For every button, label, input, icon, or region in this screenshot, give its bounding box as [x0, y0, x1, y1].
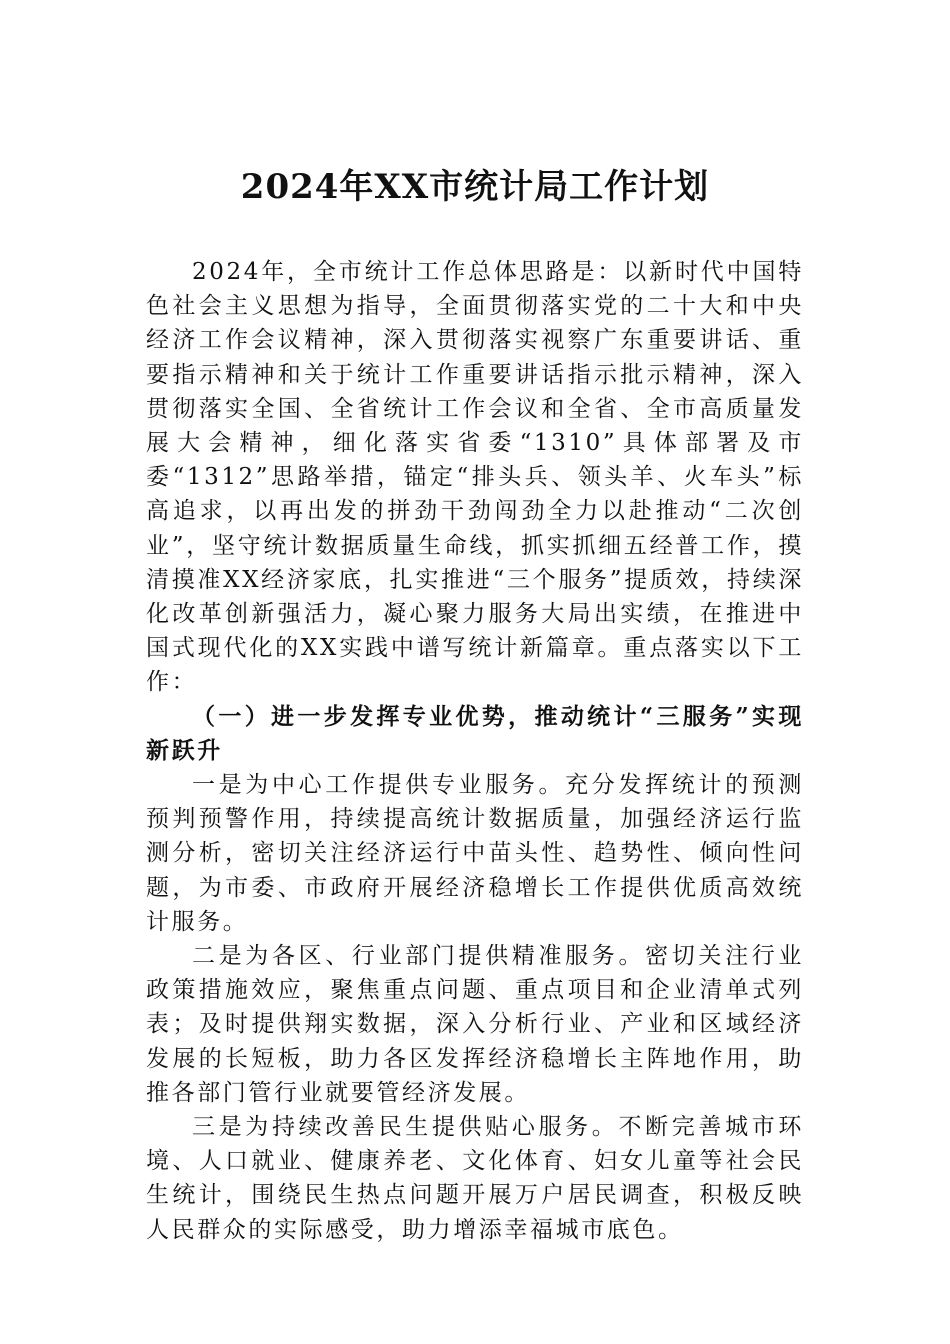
- item-paragraph-3: 三是为持续改善民生提供贴心服务。不断完善城市环境、人口就业、健康养老、文化体育、妇女儿童等社会民生统计，围绕民生热点问题开展万户居民调查，积极反映人民群众的实际感受，助力增添幸福城市底色。: [146, 1114, 804, 1243]
- section-heading-1: （一）进一步发挥专业优势，推动统计“三服务”实现新跃升: [146, 702, 804, 764]
- intro-paragraph: 2024年，全市统计工作总体思路是：以新时代中国特色社会主义思想为指导，全面贯彻落实党的二十大和中央经济工作会议精神，深入贯彻落实视察广东重要讲话、重要指示精神和关于统计工作重要讲话指示批示精神，深入贯彻落实全国、全省统计工作会议和全省、全市高质量发展大会精神，细化落实省委“1310”具体部署及市委“1312”思路举措，锚定“排头兵、领头羊、火车头”标高追求，以再出发的拼劲干劲闯劲全力以赴推动“二次创业”，坚守统计数据质量生命线，抓实抓细五经普工作，摸清摸准XX经济家底，扎实推进“三个服务”提质效，持续深化改革创新强活力，凝心聚力服务大局出实绩，在推进中国式现代化的XX实践中谱写统计新篇章。重点落实以下工作：: [146, 259, 804, 696]
- document-title: 2024年XX市统计局工作计划: [240, 167, 710, 207]
- document-body: [146, 255, 804, 1247]
- item-paragraph-2: 二是为各区、行业部门提供精准服务。密切关注行业政策措施效应，聚焦重点问题、重点项目和企业清单式列表；及时提供翔实数据，深入分析行业、产业和区域经济发展的长短板，助力各区发挥经济稳增长主阵地作用，助推各部门管行业就要管经济发展。: [146, 943, 804, 1106]
- item-paragraph-1: 一是为中心工作提供专业服务。充分发挥统计的预测预判预警作用，持续提高统计数据质量，加强经济运行监测分析，密切关注经济运行中苗头性、趋势性、倾向性问题，为市委、市政府开展经济稳增长工作提供优质高效统计服务。: [146, 772, 804, 935]
